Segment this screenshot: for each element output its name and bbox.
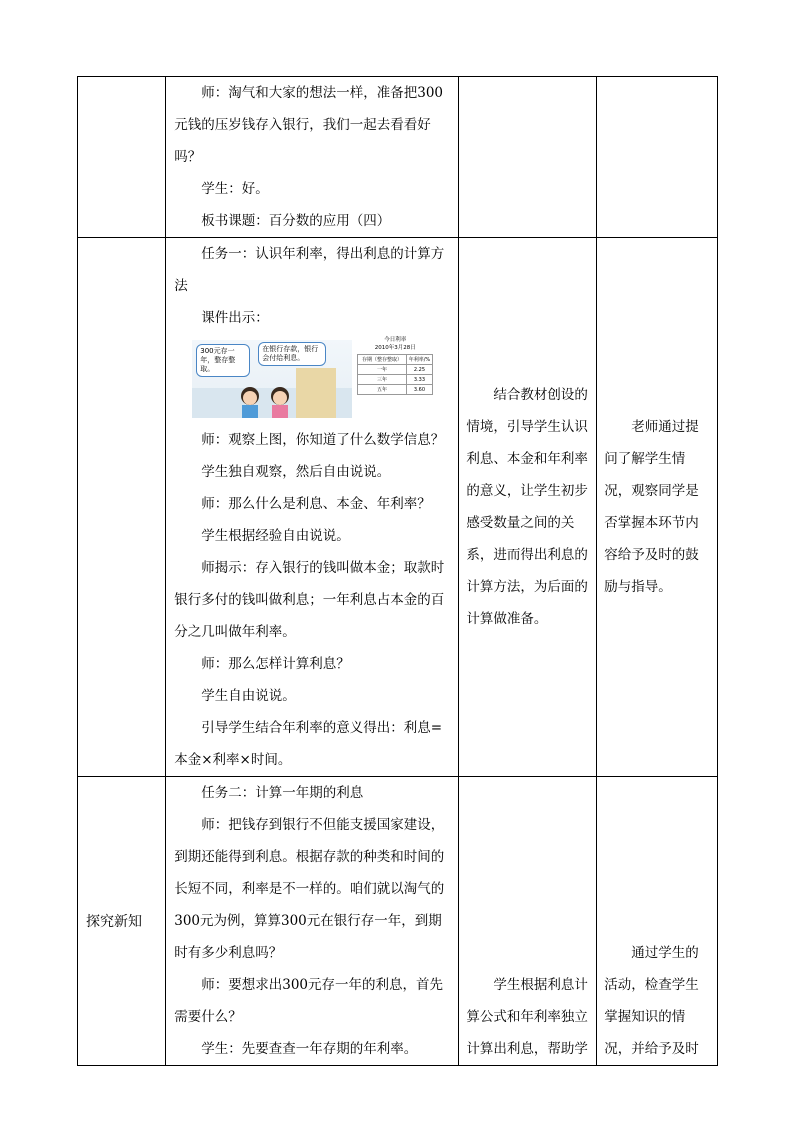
table-row xyxy=(78,777,718,1066)
rate-value: 2.25 xyxy=(406,365,433,375)
intent-cell xyxy=(459,777,597,1066)
dialog-line: 课件出示： xyxy=(201,310,269,326)
intent-cell xyxy=(459,238,597,777)
stage-cell xyxy=(78,238,166,777)
dialog-line: 师：把钱存到银行不但能支援国家建设，到期还能得到利息。根据存款的种类和时间的长短不同，利率是不一样的。咱们就以淘气的300元为例，算算300元在银行存一年，到期时有多少利息吗？ xyxy=(174,817,445,961)
dialog-line: 师揭示：存入银行的钱叫做本金；取款时银行多付的钱叫做利息；一年利息占本金的百分之几叫做年利率。 xyxy=(174,560,445,640)
dialog-line: 师：要想求出300元存一年的利息，首先需要什么？ xyxy=(174,977,444,1025)
eval-cell xyxy=(597,238,718,777)
rate-header: 存期（整存整取） xyxy=(358,355,406,365)
dialog-line: 师：观察上图，你知道了什么数学信息？ xyxy=(201,432,445,448)
dialog-line: 师：那么什么是利息、本金、年利率？ xyxy=(201,496,431,512)
dialog-line: 学生：先要查查一年存期的年利率。 xyxy=(201,1041,418,1057)
rate-date: 2010年3月28日 xyxy=(374,345,416,351)
eval-cell xyxy=(597,777,718,1066)
design-intent: 结合教材创设的情境，引导学生认识利息、本金和年利率的意义，让学生初步感受数量之间的关系，进而得出利息的计算方法，为后面的计算做准备。 xyxy=(466,387,588,627)
rate-header: 年利率/% xyxy=(406,355,433,365)
rate-term: 五年 xyxy=(358,385,406,395)
task-heading: 任务一：认识年利率，得出利息的计算方法 xyxy=(174,246,445,294)
courseware-figure xyxy=(174,336,442,420)
dialog-line: 师：淘气和大家的想法一样，准备把300元钱的压岁钱存入银行，我们一起去看看好吗？ xyxy=(174,85,444,165)
dialog-line: 学生独自观察，然后自由说说。 xyxy=(201,464,391,480)
design-intent: 学生根据利息计算公式和年利率独立计算出利息，帮助学 xyxy=(466,977,588,1057)
dialog-line: 学生自由说说。 xyxy=(201,688,296,704)
lesson-plan-table xyxy=(77,76,718,1066)
speech-bubble: 300元存一年，整存整取。 xyxy=(196,344,250,377)
process-cell xyxy=(166,238,459,777)
dialog-line: 引导学生结合年利率的意义得出：利息=本金×利率×时间。 xyxy=(174,720,443,768)
stage-label: 探究新知 xyxy=(86,914,142,930)
evaluation-note: 老师通过提问了解学生情况，观察同学是否掌握本环节内容给予及时的鼓励与指导。 xyxy=(604,419,699,595)
dialog-line: 学生：好。 xyxy=(201,181,269,197)
rate-value: 3.33 xyxy=(406,375,433,385)
dialog-line: 学生根据经验自由说说。 xyxy=(201,528,350,544)
process-cell xyxy=(166,777,459,1066)
table-row xyxy=(78,77,718,238)
evaluation-note: 通过学生的活动，检查学生掌握知识的情况，并给予及时 xyxy=(604,945,699,1057)
rate-table xyxy=(349,336,441,395)
rate-value: 3.60 xyxy=(406,385,433,395)
stage-cell xyxy=(78,777,166,1066)
table-row xyxy=(78,238,718,777)
rate-term: 三年 xyxy=(358,375,406,385)
intent-cell xyxy=(459,77,597,238)
rate-title: 今日利率 xyxy=(384,337,407,343)
dialog-line: 师：那么怎样计算利息？ xyxy=(201,656,350,672)
eval-cell xyxy=(597,77,718,238)
speech-bubble: 在银行存款，银行会付给利息。 xyxy=(258,342,326,366)
board-title: 板书课题：百分数的应用（四） xyxy=(201,213,391,229)
process-cell xyxy=(166,77,459,238)
rate-term: 一年 xyxy=(358,365,406,375)
task-heading: 任务二：计算一年期的利息 xyxy=(201,785,364,801)
stage-cell xyxy=(78,77,166,238)
